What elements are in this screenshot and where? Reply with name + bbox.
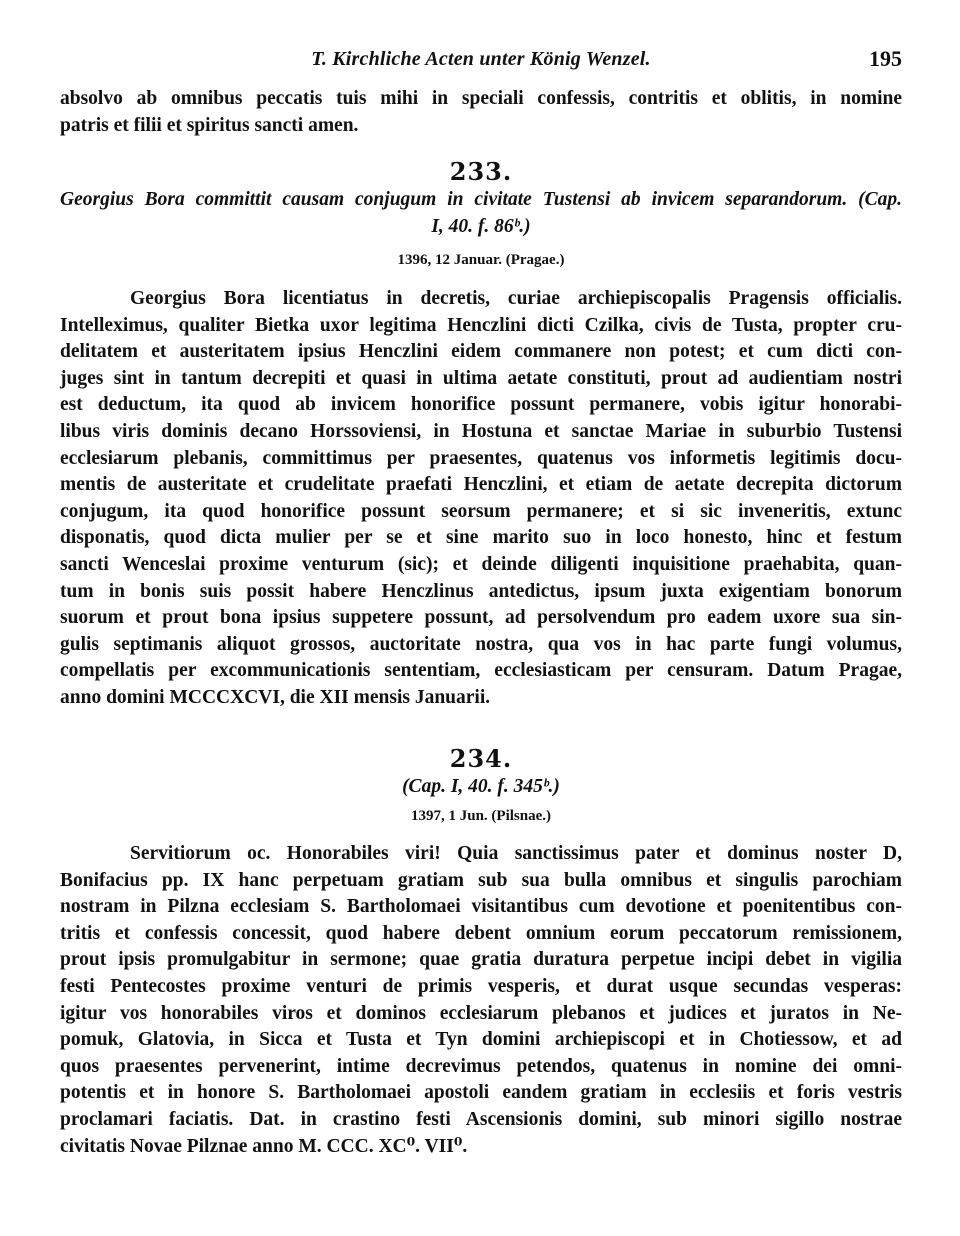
page-number: 195 <box>869 46 902 71</box>
document-number-233: 233. <box>449 157 513 186</box>
document-body-233 <box>60 286 902 712</box>
text-line: igitur vos honorabiles viros et dominos ecclesiarum plebanos et judices et juratos in Ne- <box>60 1002 902 1024</box>
intro-paragraph <box>60 86 902 139</box>
text-line: mentis de austeritate et crudelitate praefati Henczlini, et etiam de aetate decrepita dictorum <box>60 474 902 496</box>
text-line: Bonifacius pp. IX hanc perpetuam gratiam sub sua bulla omnibus et singulis parochiam <box>60 869 902 891</box>
document-number-234: 234. <box>449 744 513 773</box>
document-rubric-233 <box>60 186 902 240</box>
text-line: sancti Wenceslai proxime venturum (sic); et deinde diligenti inquisitione praehabita, quan- <box>60 553 902 575</box>
running-head <box>60 48 902 78</box>
rubric-line: I, 40. f. 86ᵇ.) <box>431 216 531 237</box>
document-date-233: 1396, 12 Januar. (Pragae.) <box>397 252 565 268</box>
text-line: absolvo ab omnibus peccatis tuis mihi in speciali confessis, contritis et oblitis, in nomine <box>60 88 902 109</box>
text-line: gulis septimanis aliquot grossos, auctoritate nostra, qua vos in hac parte fungi volumus, <box>60 633 902 655</box>
rubric-line: Georgius Bora committit causam conjugum in civitate Tustensi ab invicem separandorum. (Cap. <box>60 189 902 210</box>
text-line: quos praesentes pervenerint, intime decrevimus petendos, quatenus in nomine dei omni- <box>60 1055 902 1077</box>
text-line: potentis et in honore S. Bartholomaei apostoli eandem gratiam in ecclesiis et foris vestris <box>60 1082 902 1104</box>
document-rubric-234 <box>60 773 902 800</box>
text-line: festi Pentecostes proxime venturi de primis vesperis, et durat usque secundas vesperas: <box>60 975 902 997</box>
text-line: Servitiorum oc. Honorabiles viri! Quia sanctissimus pater et dominus noster D, <box>130 843 902 864</box>
text-line: tum in bonis suis possit habere Henczlinus antedictus, ipsum juxta exigentiam bonorum <box>60 580 902 602</box>
text-line: anno domini MCCCXCVI, die XII mensis Januarii. <box>60 686 491 708</box>
text-line: juges sint in tantum decrepiti et quasi in ultima aetate constituti, prout ad audientiam nostri <box>60 367 902 389</box>
text-line: Georgius Bora licentiatus in decretis, curiae archiepiscopalis Pragensis officialis. <box>130 288 902 309</box>
text-line: tritis et confessis concessit, quod habere debent omnium eorum peccatorum remissionem, <box>60 922 902 944</box>
text-line: nostram in Pilzna ecclesiam S. Bartholomaei visitantibus cum devotione et poenitentibus con- <box>60 896 902 918</box>
text-line: compellatis per excommunicationis sententiam, ecclesiasticam per censuram. Datum Pragae, <box>60 660 902 682</box>
document-date-234: 1397, 1 Jun. (Pilsnae.) <box>410 808 551 824</box>
text-line: delitatem et austeritatem ipsius Henczlini eidem commanere non potest; et cum dicti con- <box>60 341 902 363</box>
document-body-234 <box>60 841 902 1160</box>
text-line: disponatis, quod dicta mulier per se et sine marito suo in loco honesto, hinc et festum <box>60 527 902 549</box>
text-line: est deductum, ita quod ab invicem honorifice possunt permanere, vobis igitur honorabi- <box>60 394 902 416</box>
text-line: ecclesiarum plebanis, committimus per praesentes, quatenus vos informetis legitimis docu- <box>60 447 902 469</box>
rubric-line: (Cap. I, 40. f. 345ᵇ.) <box>402 776 560 797</box>
text-line: libus viris dominis decano Horssoviensi, in Hostuna et sanctae Mariae in suburbio Tustensi <box>60 420 902 442</box>
text-line: proclamari faciatis. Dat. in crastino festi Ascensionis domini, sub minori sigillo nostrae <box>60 1108 902 1130</box>
text-line: civitatis Novae Pilznae anno M. CCC. XC⁰. VII⁰. <box>60 1135 468 1157</box>
text-line: prout ipsis promulgabitur in sermone; quae gratia duratura perpetue incipi debet in vigilia <box>60 949 902 971</box>
text-line: pomuk, Glatovia, in Sicca et Tusta et Tyn domini archiepiscopi et in Chotiessow, et ad <box>60 1029 902 1051</box>
text-line: Intelleximus, qualiter Bietka uxor legitima Henczlini dicti Czilka, civis de Tusta, propter cru- <box>60 314 902 336</box>
running-title: T. Kirchliche Acten unter König Wenzel. <box>311 48 651 70</box>
text-line: conjugum, ita quod honorifice possunt seorsum permanere; et si sic inveneritis, extunc <box>60 500 902 522</box>
text-line: suorum et prout bona ipsius suppetere possunt, ad persolvendum pro eadem uxore sua sin- <box>60 607 902 629</box>
text-line: patris et filii et spiritus sancti amen. <box>60 114 359 136</box>
